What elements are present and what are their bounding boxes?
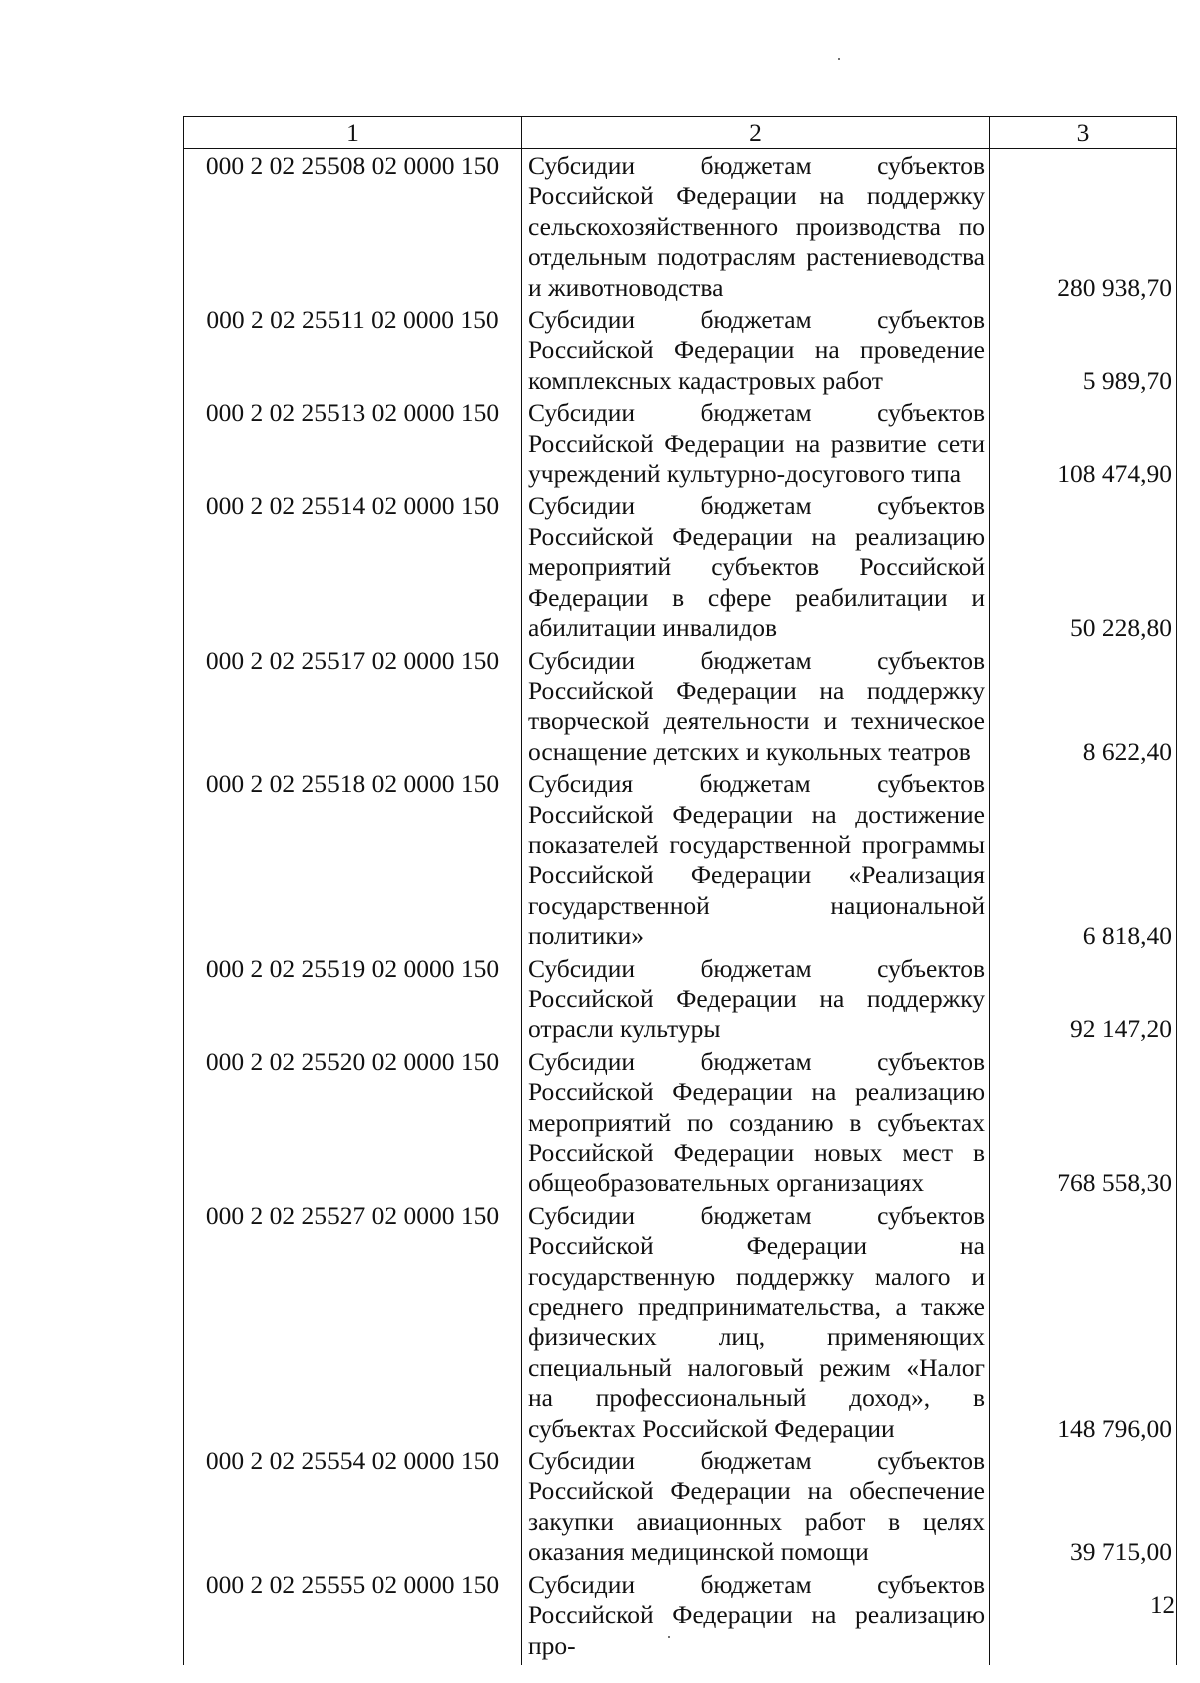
table-row <box>184 396 1177 489</box>
table-row <box>184 952 1177 1045</box>
row-amount: 8 622,40 <box>990 644 1177 768</box>
table-row <box>184 489 1177 643</box>
row-amount: 5 989,70 <box>990 303 1177 396</box>
row-description: Субсидии бюджетам субъектов Российской Федерации на поддержку творческой деятельности и техническое оснащение детских и кукольных театров <box>522 644 990 768</box>
row-description: Субсидии бюджетам субъектов Российской Федерации на реализацию мероприятий субъектов Российской Федерации в сфере реабилитации и абилитации инвалидов <box>522 489 990 643</box>
row-amount: 92 147,20 <box>990 952 1177 1045</box>
table-row <box>184 644 1177 768</box>
row-amount: 768 558,30 <box>990 1045 1177 1199</box>
table-row <box>184 1444 1177 1568</box>
row-amount: 50 228,80 <box>990 489 1177 643</box>
column-header-amount: 3 <box>990 117 1177 149</box>
budget-code: 000 2 02 25517 02 0000 150 <box>184 644 522 768</box>
budget-code: 000 2 02 25518 02 0000 150 <box>184 767 522 951</box>
column-header-description: 2 <box>522 117 990 149</box>
row-description: Субсидии бюджетам субъектов Российской Федерации на поддержку сельскохозяйственного производства по отдельным подотраслям растениеводства и животноводства <box>522 149 990 304</box>
table-row <box>184 767 1177 951</box>
budget-code: 000 2 02 25555 02 0000 150 <box>184 1568 522 1665</box>
table-row <box>184 303 1177 396</box>
page-number: 12 <box>1150 1592 1175 1619</box>
budget-table <box>183 116 1177 1665</box>
row-amount: 148 796,00 <box>990 1199 1177 1444</box>
budget-code: 000 2 02 25527 02 0000 150 <box>184 1199 522 1444</box>
table-row <box>184 149 1177 304</box>
budget-code: 000 2 02 25520 02 0000 150 <box>184 1045 522 1199</box>
table-row <box>184 1199 1177 1444</box>
table-header-row <box>184 117 1177 149</box>
row-description: Субсидия бюджетам субъектов Российской Федерации на достижение показателей государственной программы Российской Федерации «Реализация государственной национальной политики» <box>522 767 990 951</box>
budget-code: 000 2 02 25554 02 0000 150 <box>184 1444 522 1568</box>
row-description: Субсидии бюджетам субъектов Российской Федерации на государственную поддержку малого и среднего предпринимательства, а также физических лиц, применяющих специальный налоговый режим «Налог на профессиональный доход», в субъектах Российской Федерации <box>522 1199 990 1444</box>
row-description: Субсидии бюджетам субъектов Российской Федерации на реализацию про- <box>522 1568 990 1665</box>
table-row <box>184 1568 1177 1665</box>
row-amount: 39 715,00 <box>990 1444 1177 1568</box>
row-amount: 280 938,70 <box>990 149 1177 304</box>
budget-code: 000 2 02 25508 02 0000 150 <box>184 149 522 304</box>
row-description: Субсидии бюджетам субъектов Российской Федерации на реализацию мероприятий по созданию в субъектах Российской Федерации новых мест в общеобразовательных организациях <box>522 1045 990 1199</box>
budget-code: 000 2 02 25513 02 0000 150 <box>184 396 522 489</box>
scan-speck <box>838 58 840 60</box>
table-row <box>184 1045 1177 1199</box>
row-description: Субсидии бюджетам субъектов Российской Федерации на поддержку отрасли культуры <box>522 952 990 1045</box>
budget-code: 000 2 02 25519 02 0000 150 <box>184 952 522 1045</box>
row-description: Субсидии бюджетам субъектов Российской Федерации на развитие сети учреждений культурно-досугового типа <box>522 396 990 489</box>
row-amount: 108 474,90 <box>990 396 1177 489</box>
row-description: Субсидии бюджетам субъектов Российской Федерации на обеспечение закупки авиационных работ в целях оказания медицинской помощи <box>522 1444 990 1568</box>
row-description: Субсидии бюджетам субъектов Российской Федерации на проведение комплексных кадастровых работ <box>522 303 990 396</box>
budget-code: 000 2 02 25511 02 0000 150 <box>184 303 522 396</box>
budget-code: 000 2 02 25514 02 0000 150 <box>184 489 522 643</box>
row-amount: 6 818,40 <box>990 767 1177 951</box>
row-amount <box>990 1568 1177 1665</box>
column-header-code: 1 <box>184 117 522 149</box>
